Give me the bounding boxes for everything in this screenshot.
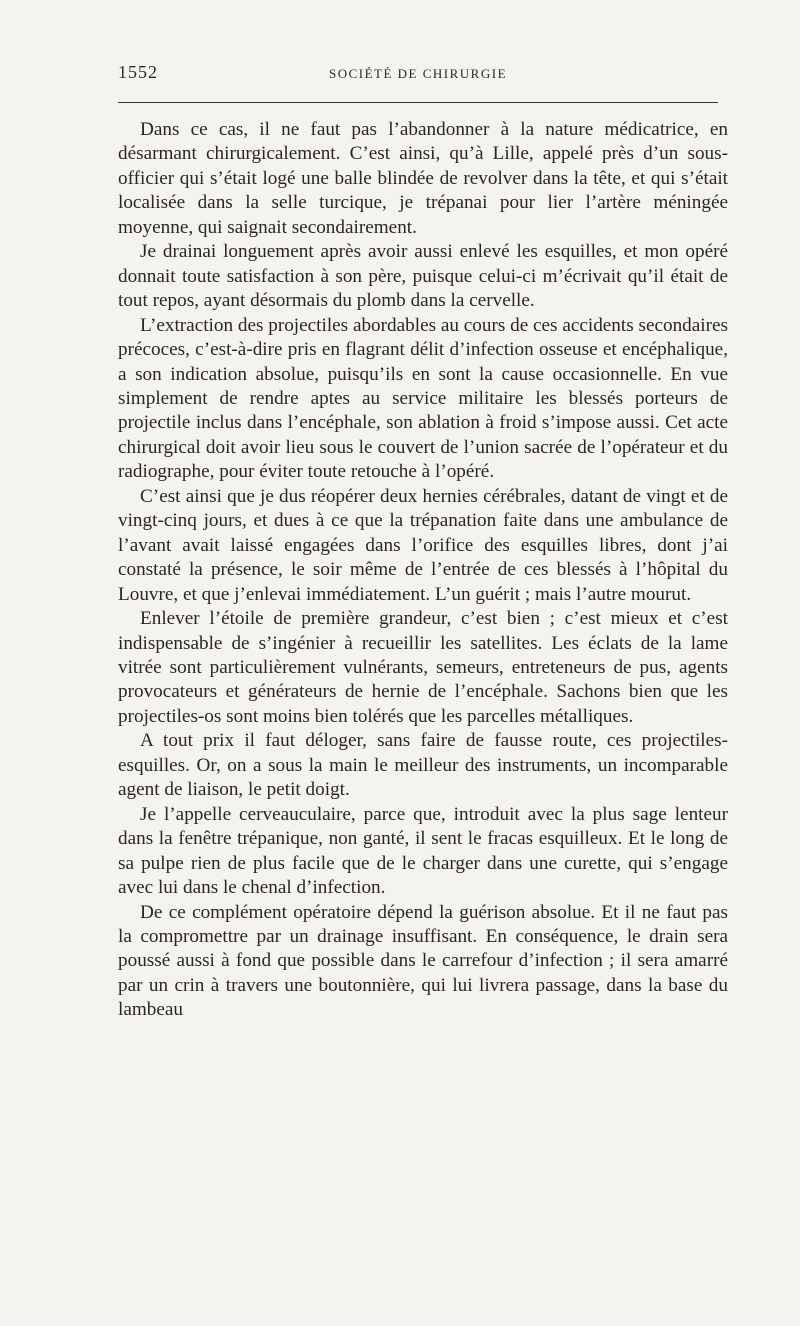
running-head: SOCIÉTÉ DE CHIRURGIE [328,66,508,81]
paragraph: Dans ce cas, il ne faut pas l’abandonner à la nature médicatrice, en désarmant chirurgicalement. C’est ainsi, qu’à Lille, appelé près d’un sous-officier qui s’était logé une balle blindée de revolver dans la tête, et qui s’était localisée dans la selle turcique, je trépanai pour lier l’artère méningée moyenne, qui saignait secondairement. [118,119,728,238]
paragraph: Enlever l’étoile de première grandeur, c’est bien ; c’est mieux et c’est indispensable de s’ingénier à recueillir les satellites. Les éclats de la lame vitrée sont particulièrement vulnérants, semeurs, entreteneurs de pus, agents provocateurs et générateurs de hernie de l’encéphale. Sachons bien que les projectiles-os sont moins bien tolérés que les parcelles métalliques. [118,608,728,727]
page-header [118,62,718,90]
paragraph: Je l’appelle cerveauculaire, parce que, introduit avec la plus sage lenteur dans la fenêtre trépanique, non ganté, il sent le fracas esquilleux. Et le long de sa pulpe rien de plus facile que de le charger dans une curette, qui s’engage avec lui dans le chenal d’infection. [118,803,728,899]
paragraph: C’est ainsi que je dus réopérer deux hernies cérébrales, datant de vingt et de vingt-cinq jours, et dues à ce que la trépanation faite dans une ambulance de l’avant avait laissé engagées dans l’orifice des esquilles libres, dont j’ai constaté la présence, le soir même de l’entrée de ces blessés à l’hôpital du Louvre, et que j’enlevai immédiatement. L’un guérit ; mais l’autre mourut. [118,485,728,605]
page-number: 1552 [118,62,158,82]
paragraph: De ce complément opératoire dépend la guérison absolue. Et il ne faut pas la compromettre par un drainage insuffisant. En conséquence, le drain sera poussé aussi à fond que possible dans le carrefour d’infection ; il sera amarré par un crin à travers une boutonnière, qui lui livrera passage, dans la base du lambeau [118,901,728,1021]
paragraph: L’extraction des projectiles abordables au cours de ces accidents secondaires précoces, c’est-à-dire pris en flagrant délit d’infection osseuse et encéphalique, a son indication absolue, puisqu’ils en sont la cause occasionnelle. En vue simplement de rendre aptes au service militaire les blessés porteurs de projectile inclus dans l’encéphale, son ablation à froid s’impose aussi. Cet acte chirurgical doit avoir lieu sous le couvert de l’union sacrée de l’opérateur et du radiographe, pour éviter toute retouche à l’opéré. [118,314,729,483]
paragraph: A tout prix il faut déloger, sans faire de fausse route, ces projectiles-esquilles. Or, on a sous la main le meilleur des instruments, un incomparable agent de liaison, le petit doigt. [118,730,728,801]
paragraph: Je drainai longuement après avoir aussi enlevé les esquilles, et mon opéré donnait toute satisfaction à son père, puisque celui-ci m’écrivait qu’il était de tout repos, ayant désormais du plomb dans la cervelle. [118,241,728,312]
header-rule [118,102,718,103]
body-text [118,118,728,1023]
